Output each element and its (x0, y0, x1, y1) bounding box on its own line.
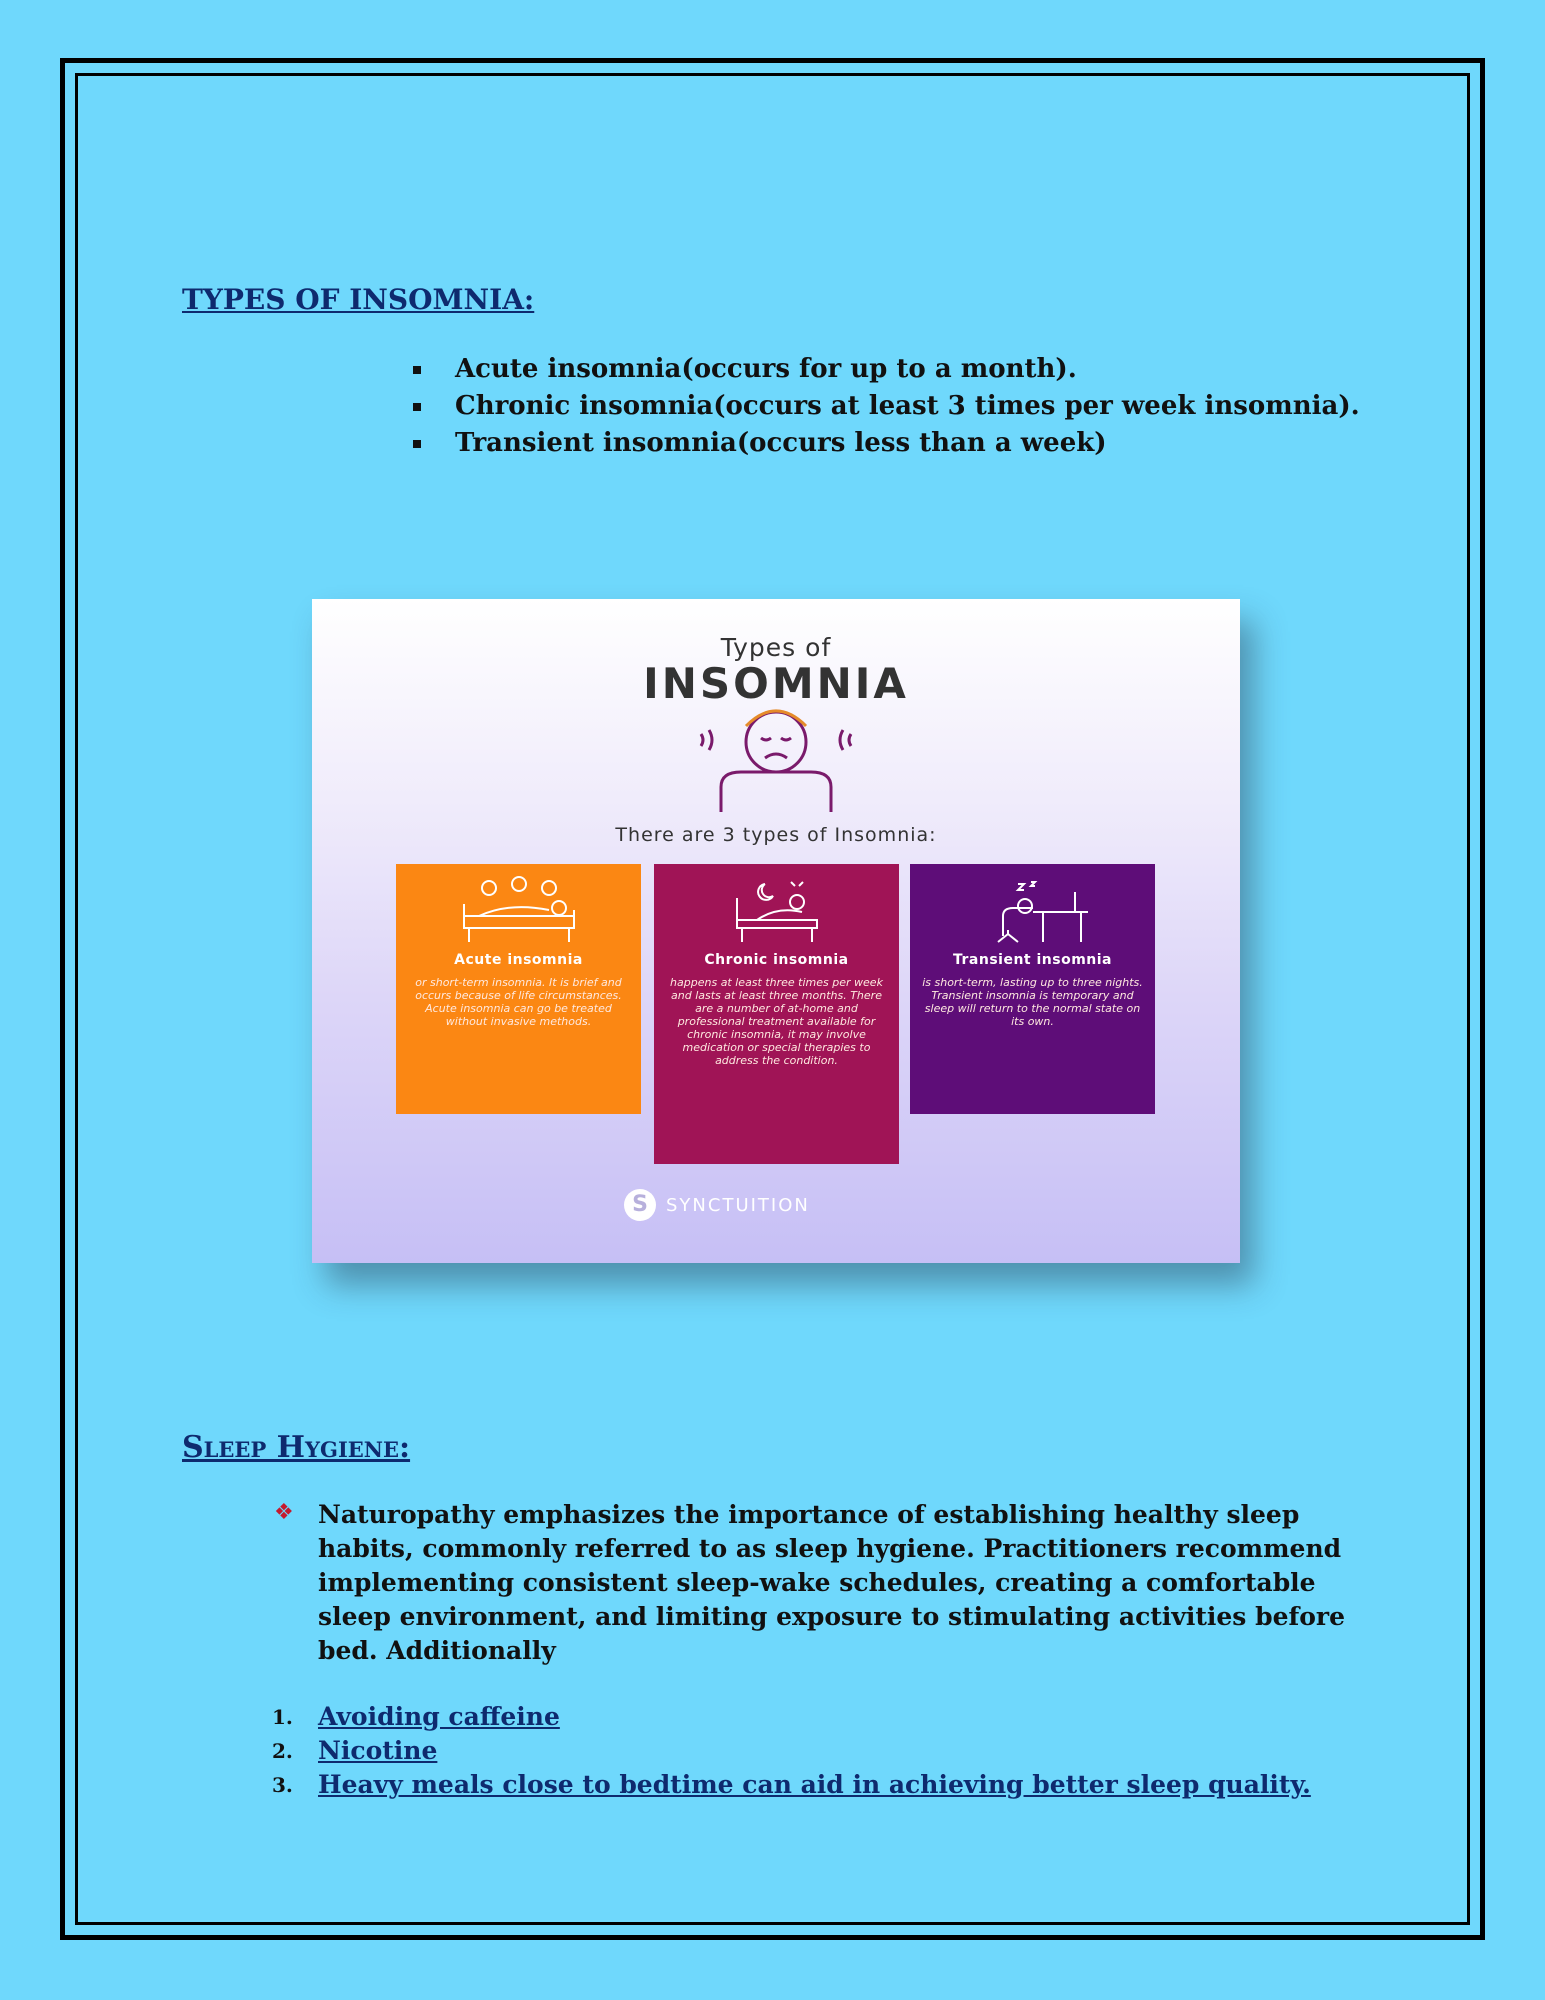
list-link-text[interactable]: Heavy meals close to bedtime can aid in achieving better sleep quality. (318, 1770, 1311, 1799)
list-link-text[interactable]: Avoiding caffeine (318, 1702, 560, 1731)
chronic-title: Chronic insomnia (704, 952, 849, 968)
chronic-box (654, 864, 899, 1164)
transient-box (910, 864, 1155, 1114)
chronic-text: happens at least three times per week and lasts at least three months. There are a number of at-home and professional treatment available for chronic insomnia, it may involve medication or special therapies to address the condition. (670, 976, 883, 1067)
acute-title: Acute insomnia (454, 952, 583, 968)
list-item: Transient insomnia(occurs less than a week) (455, 425, 1360, 462)
diamond-bullet-icon: ❖ (274, 1500, 294, 1525)
sleepy-face-icon (681, 704, 871, 814)
infographic-subtitle: Types of (720, 633, 832, 662)
sleep-hygiene-paragraph: Naturopathy emphasizes the importance of establishing healthy sleep habits, commonly referred to as sleep hygiene. Practitioners recommend implementing consistent sleep-wake schedules, creating a comfortable sleep environment, and limiting exposure to stimulating activities before bed. Additionally (318, 1500, 1345, 1665)
logo-text: SYNCTUITION (666, 1194, 810, 1216)
transient-text: is short-term, lasting up to three nights. Transient insomnia is temporary and sleep will return to the normal state on its own. (922, 976, 1143, 1028)
types-list (455, 351, 1360, 462)
list-number: 3. (272, 1773, 293, 1797)
sleep-hygiene-heading: Sleep Hygiene: (182, 1430, 411, 1465)
sleep-hygiene-list (272, 1700, 1311, 1802)
infographic-title: INSOMNIA (643, 659, 909, 708)
infographic-lead: There are 3 types of Insomnia: (615, 824, 937, 846)
list-item (272, 1700, 1311, 1734)
list-item (272, 1768, 1311, 1802)
list-number: 1. (272, 1705, 293, 1729)
acute-box (396, 864, 641, 1114)
list-item: Chronic insomnia(occurs at least 3 times per week insomnia). (455, 388, 1360, 425)
synctuition-logo (624, 1189, 810, 1221)
desk-sleep-icon (963, 876, 1103, 946)
list-item (272, 1734, 1311, 1768)
types-heading: TYPES OF INSOMNIA: (182, 283, 535, 316)
synctuition-logo-icon: S (624, 1189, 656, 1221)
bed-icon (449, 876, 589, 946)
transient-title: Transient insomnia (952, 952, 1112, 968)
insomnia-infographic (312, 599, 1240, 1263)
list-number: 2. (272, 1739, 293, 1763)
acute-text: or short-term insomnia. It is brief and occurs because of life circumstances. Acute insomnia can go be treated without invasive methods. (415, 976, 622, 1028)
list-item: Acute insomnia(occurs for up to a month). (455, 351, 1360, 388)
bed-moon-icon (707, 876, 847, 946)
list-link-text[interactable]: Nicotine (318, 1736, 438, 1765)
